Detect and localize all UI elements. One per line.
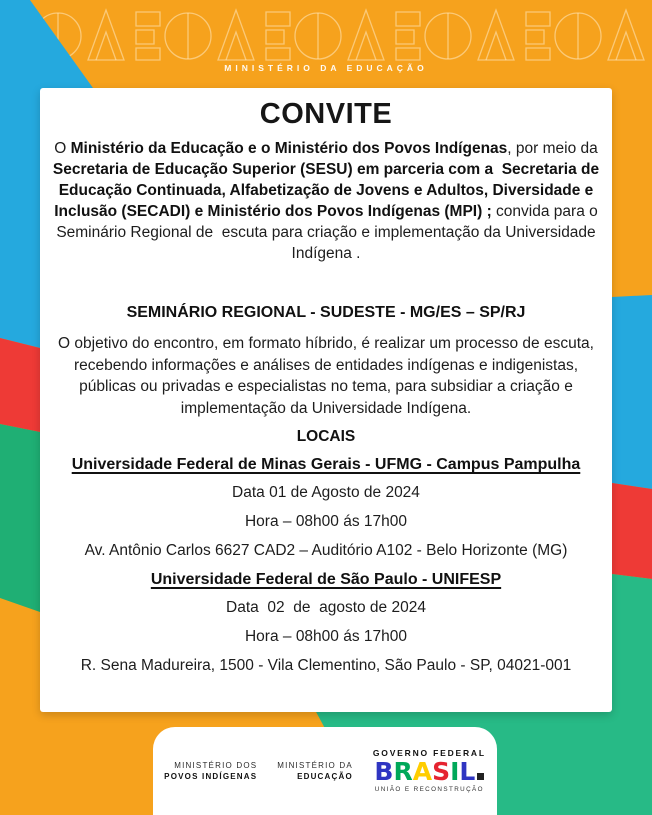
intro-segment-2: Ministério da Educação e o Ministério dos Povos Indígenas xyxy=(70,140,508,157)
mpi-logo xyxy=(164,760,257,782)
venue-block-ufmg xyxy=(40,456,612,561)
intro-segment-4: Secretaria de Educação Superior (SESU) em parceria com a Secretaria de Educação Continuada, Alfabetização de Jovens e Adultos, Diversidade e Inclusão (SECADI) e Ministério dos Povos Indígenas (MPI) ; xyxy=(52,161,604,220)
objective-paragraph: O objetivo do encontro, em formato híbrido, é realizar um processo de escuta, recebendo informações e análises de entidades indígenas e indigenistas, públicas ou privadas e especialistas no tema, para subsidiar a criação e implementação da Universidade Indígena. xyxy=(58,335,594,417)
mec-logo xyxy=(277,760,353,782)
brasil-black-square xyxy=(477,773,484,780)
venue-name-ufmg: Universidade Federal de Minas Gerais - UFMG - Campus Pampulha xyxy=(71,456,581,473)
venue-name-unifesp: Universidade Federal de São Paulo - UNIFESP xyxy=(150,571,502,588)
footer-logo-box xyxy=(153,727,497,815)
intro-segment-1: O xyxy=(54,140,71,157)
venue-block-unifesp xyxy=(40,571,612,676)
venue-date: Data 01 de Agosto de 2024 xyxy=(232,484,420,501)
mec-logo-line2: EDUCAÇÃO xyxy=(297,772,353,781)
seminar-heading: SEMINÁRIO REGIONAL - SUDESTE - MG/ES – SP/RJ xyxy=(126,304,526,321)
intro-segment-3: , por meio da xyxy=(507,140,603,157)
venue-address: R. Sena Madureira, 1500 - Vila Clementino, São Paulo - SP, 04021-001 xyxy=(80,657,572,674)
intro-paragraph xyxy=(48,138,604,264)
uniao-reconstrucao-label: UNIÃO E RECONSTRUÇÃO xyxy=(374,786,484,794)
venue-date: Data 02 de agosto de 2024 xyxy=(226,599,426,616)
venue-time: Hora – 08h00 ás 17h00 xyxy=(244,628,408,645)
invitation-card xyxy=(40,88,612,712)
mpi-logo-line1: MINISTÉRIO DOS xyxy=(174,761,258,770)
venue-address: Av. Antônio Carlos 6627 CAD2 – Auditório A102 - Belo Horizonte (MG) xyxy=(84,542,568,559)
mec-logo-line1: MINISTÉRIO DA xyxy=(277,761,353,770)
governo-federal-logo xyxy=(373,749,486,794)
mpi-logo-line2: POVOS INDÍGENAS xyxy=(164,772,258,781)
brasil-wordmark xyxy=(373,759,486,785)
intro-segment-5: convida para o Seminário Regional de escuta para criação e implementação da Universidade Indígena . xyxy=(56,203,603,262)
invite-title: CONVITE xyxy=(259,98,393,130)
banner-ministry-label: MINISTÉRIO DA EDUCAÇÃO xyxy=(224,63,428,73)
brasil-wordmark-text: BRASIL xyxy=(374,757,476,787)
locais-heading: LOCAIS xyxy=(296,428,356,445)
governo-federal-label: GOVERNO FEDERAL xyxy=(372,747,486,758)
venue-time: Hora – 08h00 ás 17h00 xyxy=(244,513,408,530)
